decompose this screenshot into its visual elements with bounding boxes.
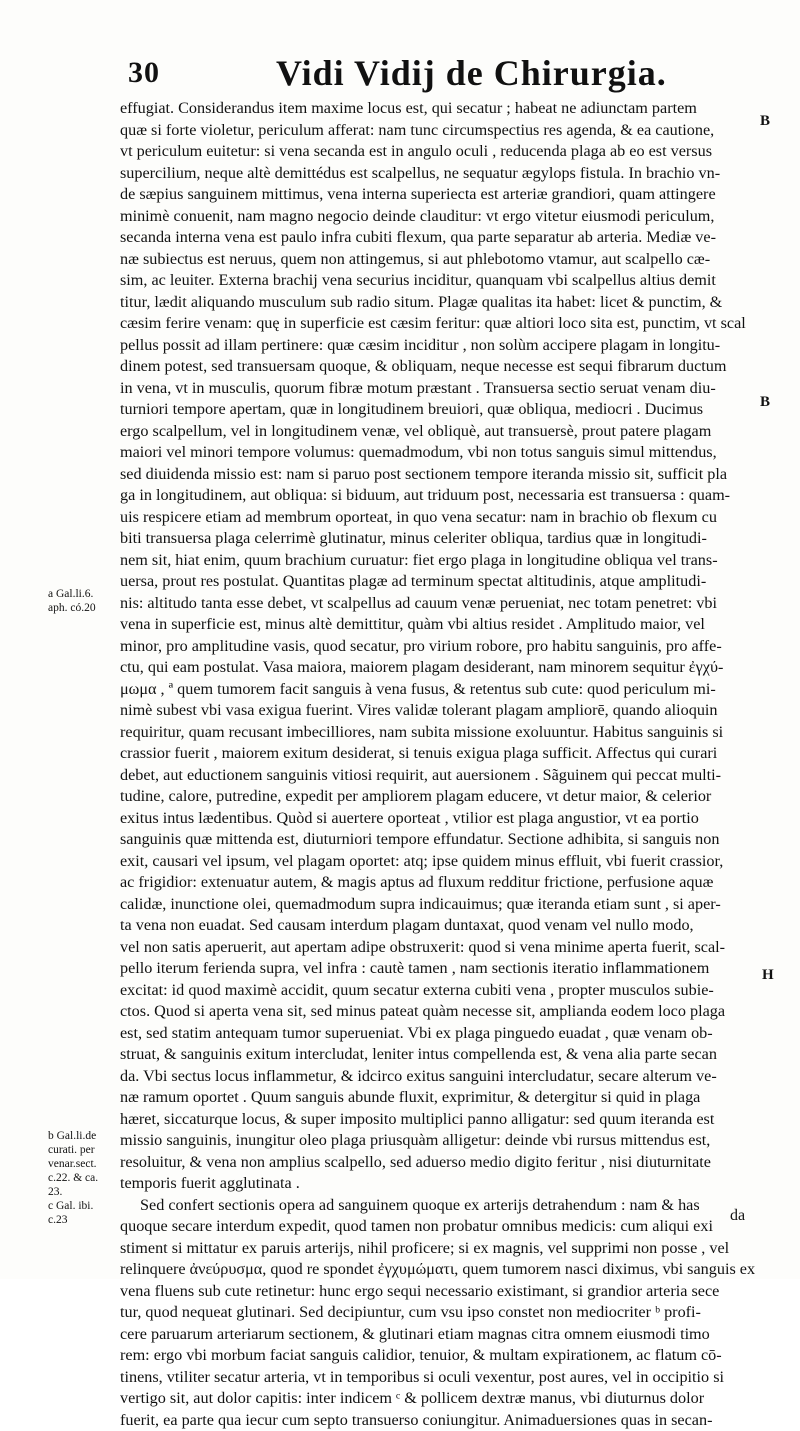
text-line: titur, lædit aliquando musculum sub radio situm. Plagæ qualitas ita habet: licet & punctim, & — [120, 292, 760, 314]
text-line: turniori tempore apertam, quæ in longitudinem breuiori, quæ obliqua, mediocri . Ducimus — [120, 399, 760, 421]
page-header — [118, 48, 758, 98]
text-line: effugiat. Considerandus item maxime locus est, qui secatur ; habeat ne adiunctam partem — [120, 98, 760, 120]
text-line: vena in superficie est, minus altè demittitur, quàm vbi altius residet . Amplitudo maior, vel — [120, 614, 760, 636]
text-line: ta vena non euadat. Sed causam interdum plagam duntaxat, quod venam vel nullo modo, — [120, 915, 760, 937]
text-line: struat, & sanguinis exitum intercludat, leniter intus compellenda est, & vena alia parte secan — [120, 1044, 760, 1066]
text-line: quoque secare interdum expedit, quod tamen non probatur omnibus medicis: cum aliqui exi — [120, 1216, 760, 1238]
text-line: pellus possit ad illam pertinere: quæ cæsim inciditur , non solùm accipere plagam in longitu- — [120, 335, 760, 357]
margin-note: aph. có.20 — [48, 601, 96, 615]
text-line: excitat: id quod maximè accidit, quum secatur externa cubiti vena , propter musculos subie- — [120, 980, 760, 1002]
text-line: cere paruarum arteriarum sectionem, & glutinari etiam magnas citra omnem eiusmodi timo — [120, 1324, 760, 1346]
text-line: Sed confert sectionis opera ad sanguinem quoque ex arterijs detrahendum : nam & has — [120, 1195, 760, 1217]
text-line: vel non satis aperuerit, aut apertam adipe obstruxerit: quod si vena minime aperta fuerit, scal- — [120, 937, 760, 959]
text-line: secanda interna vena est paulo infra cubiti flexum, qua parte separatur ab arteria. Mediæ ve- — [120, 227, 760, 249]
margin-note: venar.sect. — [48, 1157, 97, 1171]
text-line: temporis fuerit agglutinata . — [120, 1173, 760, 1195]
text-line: calidæ, inunctione olei, quemadmodum supra indicauimus; quæ iteranda etiam sunt , si aper- — [120, 894, 760, 916]
text-line: ctos. Quod si aperta vena sit, sed minus pateat quàm necesse sit, amplianda eodem loco plaga — [120, 1001, 760, 1023]
text-line: sed diuidenda missio est: nam si paruo post sectionem tempore iteranda missio sit, sufficit pla — [120, 464, 760, 486]
text-line: nem sit, hiat enim, quum brachium curuatur: fiet ergo plaga in longitudine obliqua vel trans- — [120, 550, 760, 572]
text-line: missio sanguinis, inungitur oleo plaga priusquàm alligetur: deinde vbi rursus mittendus est, — [120, 1130, 760, 1152]
page-number: 30 — [128, 56, 160, 90]
text-line: vt periculum euitetur: si vena secanda est in angulo oculi , reducenda plaga ab eo est versus — [120, 141, 760, 163]
text-line: vertigo sit, aut dolor capitis: inter indicem ᶜ & pollicem dextræ manus, vbi diuturnus dolor — [120, 1388, 760, 1410]
catchword: da — [730, 1207, 745, 1225]
text-line: in vena, vt in musculis, quorum fibræ motum præstant . Transuersa sectio seruat venam diu- — [120, 378, 760, 400]
text-line: tudine, calore, putredine, expedit per ampliorem plagam educere, vt detur maior, & celerior — [120, 786, 760, 808]
text-line: quæ si forte violetur, periculum afferat: nam tunc circumspectius res agenda, & ea cautione, — [120, 120, 760, 142]
text-line: nimè subest vbi vasa exigua fuerint. Vires validæ tolerant plagam ampliorē, quando alioquin — [120, 700, 760, 722]
text-line: μωμα , ª quem tumorem facit sanguis à vena fusus, & retentus sub cute: quod periculum mi- — [120, 679, 760, 701]
margin-note: a Gal.li.6. — [48, 587, 93, 601]
text-line: supercilium, neque altè demittédus est scalpellus, ne sequatur ægylops fistula. In brachio vn- — [120, 163, 760, 185]
text-line: tinens, vtiliter secatur arteria, vt in temporibus si oculi vexentur, post aures, vel in occipitio si — [120, 1367, 760, 1389]
body-text — [120, 98, 760, 1431]
text-line: exitus intus lædentibus. Quòd si auertere oporteat , vtilior est plaga angustior, vt ea portio — [120, 808, 760, 830]
text-line: debet, aut eductionem sanguinis vitiosi requirit, aut auersionem . Sãguinem qui peccat multi- — [120, 765, 760, 787]
margin-note: b Gal.li.de — [48, 1129, 96, 1143]
text-line: uis respicere etiam ad membrum oporteat, in quo vena secatur: nam in brachio ob flexum cu — [120, 507, 760, 529]
text-line: sim, ac leuiter. Externa brachij vena securius inciditur, quanquam vbi scalpellus altius demit — [120, 270, 760, 292]
margin-letter: B — [760, 395, 770, 409]
text-line: minimè conuenit, nam magno negocio deinde clauditur: vt ergo vitetur eiusmodi periculum, — [120, 206, 760, 228]
text-line: sanguinis quæ mittenda est, diuturniori tempore effundatur. Sectione adhibita, si sanguis non — [120, 829, 760, 851]
margin-note: c Gal. ibi. — [48, 1199, 93, 1213]
running-title: Vidi Vidij de Chirurgia. — [276, 52, 667, 94]
text-line: ac frigidior: extenuatur autem, & magis aptus ad fluxum redditur frictione, perfusione aquæ — [120, 872, 760, 894]
text-line: pello iterum ferienda supra, vel infra : cautè tamen , nam sectionis iteratio inflammationem — [120, 958, 760, 980]
text-line: stiment si mittatur ex paruis arterijs, nihil proficere; si ex magnis, vel supprimi non posse , vel — [120, 1238, 760, 1260]
text-line: biti transuersa plaga celerrimè glutinatur, minus celeriter obliqua, tardius quæ in longitudi- — [120, 528, 760, 550]
text-line: est, sed statim antequam tumor superueniat. Vbi ex plaga pinguedo euadat , quæ venam ob- — [120, 1023, 760, 1045]
text-line: næ ramum oportet . Quum sanguis abunde fluxit, exprimitur, & detergitur si quid in plaga — [120, 1087, 760, 1109]
text-line: hæret, siccaturque locus, & super imposito multiplici panno alligatur: sed quum iteranda est — [120, 1109, 760, 1131]
text-line: crassior fuerit , maiorem exitum desiderat, si tenuis exigua plaga sufficit. Affectus qui curari — [120, 743, 760, 765]
margin-note: c.23 — [48, 1213, 67, 1227]
text-line: ctu, qui eam postulat. Vasa maiora, maiorem plagam desiderant, nam minorem sequitur ἐγχύ- — [120, 657, 760, 679]
text-line: de sæpius sanguinem mittimus, vena interna superiecta est arteriæ grandiori, quam attingere — [120, 184, 760, 206]
text-line: ga in longitudinem, aut obliqua: si biduum, aut triduum post, necessaria est transuersa : quam- — [120, 485, 760, 507]
text-line: cæsim ferire venam: quę in superficie est cæsim feritur: quæ altiori loco sita est, punctim, vt scal — [120, 313, 760, 335]
margin-letter: H — [762, 968, 774, 982]
margin-note: curati. per — [48, 1143, 95, 1157]
text-line: maiori vel minori tempore volumus: quemadmodum, vbi non totus sanguis simul mittendus, — [120, 442, 760, 464]
text-line: vena fluens sub cute retinetur: hunc ergo sequi necessario existimant, si grandior arteria sece — [120, 1281, 760, 1303]
text-line: da. Vbi sectus locus inflammetur, & idcirco exitus sanguini intercludatur, secare alterum ve- — [120, 1066, 760, 1088]
text-line: dinem potest, sed transuersam quoque, & obliquam, neque necesse est sequi fibrarum ductum — [120, 356, 760, 378]
text-line: fuerit, ea parte qua iecur cum septo transuerso coniungitur. Animaduersiones quas in secan- — [120, 1410, 760, 1431]
text-line: ergo scalpellum, vel in longitudinem venæ, vel obliquè, aut transuersè, prout patere plagam — [120, 421, 760, 443]
text-line: rem: ergo vbi morbum faciat sanguis calidior, tenuior, & multam expirationem, ac flatum cō- — [120, 1345, 760, 1367]
margin-letter: B — [760, 114, 770, 128]
text-line: exit, causari vel ipsum, vel plagam oportet: atq; ipse quidem minus effluit, vbi fuerit crassior, — [120, 851, 760, 873]
text-line: nis: altitudo tanta esse debet, vt scalpellus ad cauum venæ perueniat, nec totam penetret: vbi — [120, 593, 760, 615]
text-line: relinquere ἀνεύρυσμα, quod re spondet ἐγχυμώματι, quem tumorem nasci diximus, vbi sanguis ex — [120, 1259, 760, 1281]
text-line: næ subiectus est neruus, quem non attingemus, si aut phlebotomo vtamur, aut scalpello cæ- — [120, 249, 760, 271]
text-line: requiritur, quam recusant imbecilliores, nam subita missione exoluuntur. Habitus sanguinis si — [120, 722, 760, 744]
text-line: uersa, prout res postulat. Quantitas plagæ ad terminum spectat altitudinis, atque amplitudi- — [120, 571, 760, 593]
margin-note: c.22. & ca. — [48, 1171, 98, 1185]
text-line: resoluitur, & vena non amplius scalpello, sed aduerso medio digito feritur , nisi diuturnitate — [120, 1152, 760, 1174]
text-line: tur, quod nequeat glutinari. Sed decipiuntur, cum vsu ipso constet non mediocriter ᵇ profi- — [120, 1302, 760, 1324]
text-line: minor, pro amplitudine vasis, quod secatur, pro virium robore, pro habitu sanguinis, pro affe- — [120, 636, 760, 658]
margin-note: 23. — [48, 1185, 62, 1199]
